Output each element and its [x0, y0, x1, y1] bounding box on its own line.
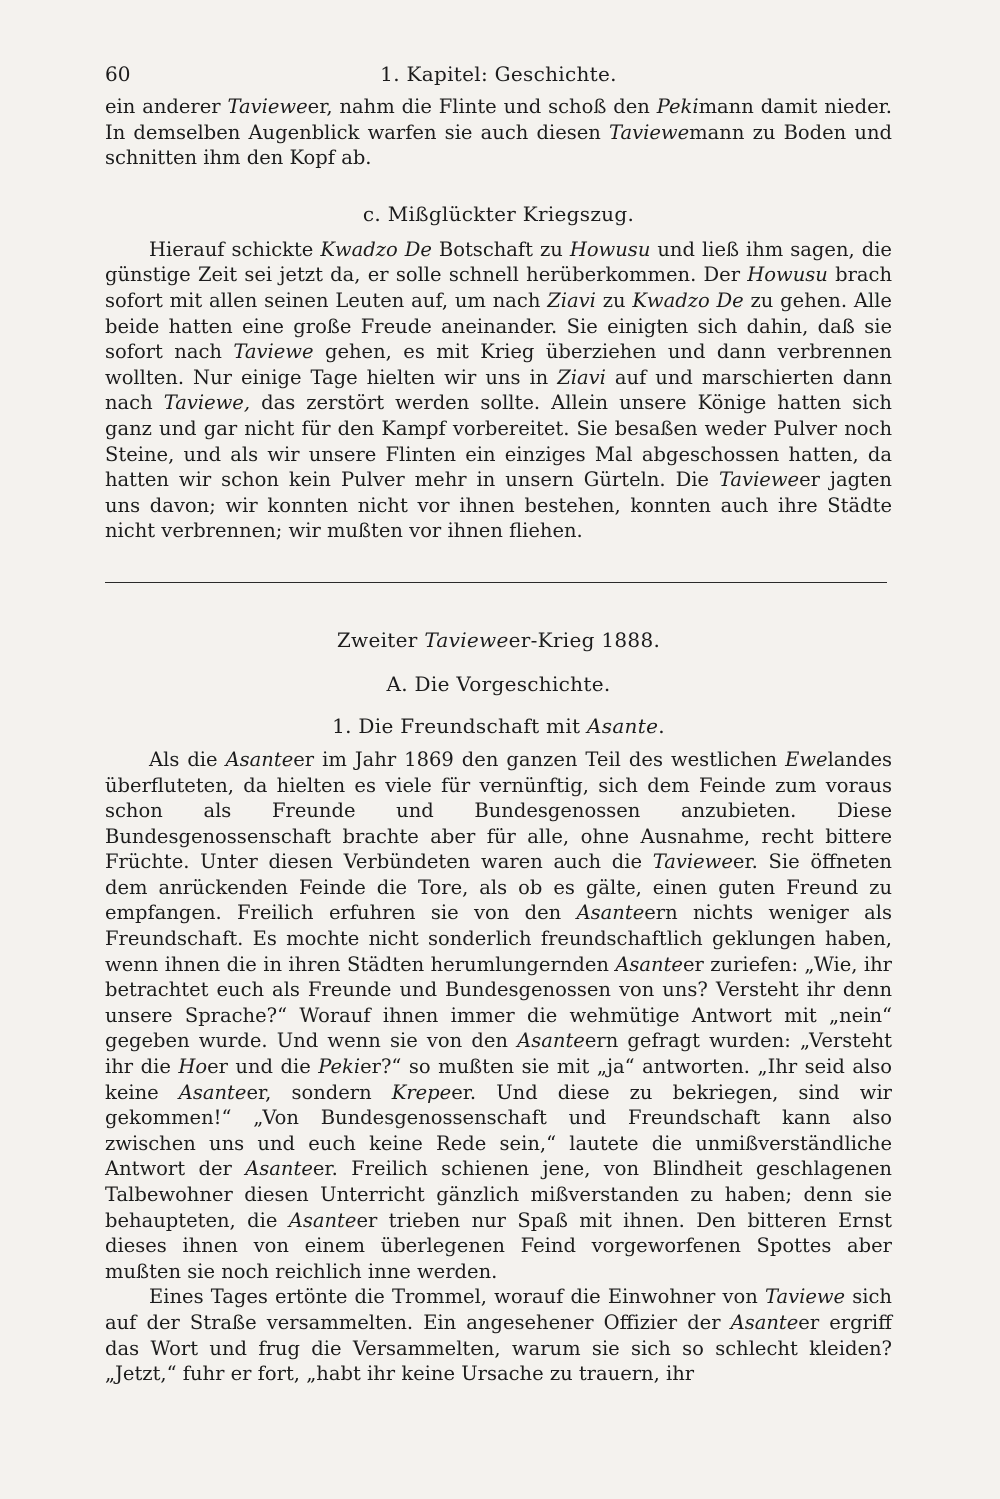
running-head	[105, 62, 892, 94]
page-number: 60	[105, 62, 131, 86]
paragraph-drum-assembly: Eines Tages ertönte die Trommel, worauf die Einwohner von Taviewe sich auf der Straße versammelten. Ein angesehener Offizier der Asanteer ergriff das Wort und frug die Versammelten, warum sie sich so schlecht kleiden? „Jetzt,“ fuhr er fort, „habt ihr keine Ursache zu trauern, ihr	[105, 1285, 892, 1386]
section-divider	[105, 582, 887, 583]
book-page	[105, 62, 892, 1387]
paragraph-asante-alliance: Als die Asanteer im Jahr 1869 den ganzen Teil des westlichen Ewelandes überfluteten, da hielten es viele für vernünftig, sich dem Feinde zum voraus schon als Freunde und Bundesgenossen anzubieten. Diese Bundesgenossenschaft brachte aber für alle, ohne Ausnahme, recht bittere Früchte. Unter diesen Verbündeten waren auch die Tavieweer. Sie öffneten dem anrückenden Feinde die Tore, als ob es gälte, einen guten Freund zu empfangen. Freilich erfuhren sie von den Asanteern nichts weniger als Freundschaft. Es mochte nicht sonderlich freundschaftlich geklungen haben, wenn ihnen die in ihren Städten herumlungernden Asanteer zuriefen: „Wie, ihr betrachtet euch als Freunde und Bundesgenossen von uns? Versteht ihr denn unsere Sprache?“ Worauf ihnen immer die wehmütige Antwort mit „nein“ gegeben wurde. Und wenn sie von den Asanteern gefragt wurden: „Versteht ihr die Hoer und die Pekier?“ so mußten sie mit „ja“ antworten. „Ihr seid also keine Asanteer, sondern Krepeer. Und diese zu bekriegen, sind wir gekommen!“ „Von Bundesgenossenschaft und Freundschaft kann also zwischen uns und euch keine Rede sein,“ lautete die unmißverständliche Antwort der Asanteer. Freilich schienen jene, von Blindheit geschlagenen Talbewohner diesen Unterricht gänzlich mißverstanden zu haben; denn sie behaupteten, die Asanteer trieben nur Spaß mit ihnen. Den bitteren Ernst dieses ihnen von einem überlegenen Feind vorgeworfenen Spottes aber mußten sie noch reichlich inne werden.	[105, 747, 893, 1283]
war-heading: Zweiter Tavieweer-Krieg 1888.	[336, 627, 661, 652]
chapter-title: 1. Kapitel: Geschichte.	[380, 62, 617, 86]
subheading-friendship: 1. Die Freundschaft mit Asante.	[332, 713, 665, 738]
paragraph-failed-campaign: Hierauf schickte Kwadzo De Botschaft zu Howusu und ließ ihm sagen, die günstige Zeit sei jetzt da, er solle schnell herüberkommen. Der Howusu brach sofort mit allen seinen Leuten auf, um nach Ziavi zu Kwadzo De zu gehen. Alle beide hatten eine große Freude aneinander. Sie einigten sich dahin, daß sie sofort nach Taviewe gehen, es mit Krieg überziehen und dann verbrennen wollten. Nur einige Tage hielten wir uns in Ziavi auf und marschierten dann nach Taviewe, das zerstört werden sollte. Allein unsere Könige hatten sich ganz und gar nicht für den Kampf vorbereitet. Sie besaßen weder Pulver noch Steine, und als wir unsere Flinten ein einziges Mal abgeschossen hatten, da hatten wir schon kein Pulver mehr in unsern Gürteln. Die Tavieweer jagten uns davon; wir konnten nicht vor ihnen bestehen, konnten auch ihre Städte nicht verbrennen; wir mußten vor ihnen fliehen.	[105, 237, 893, 543]
subheading-prehistory: A. Die Vorgeschichte.	[386, 671, 611, 696]
section-heading-c: c. Mißglückter Kriegszug.	[362, 201, 635, 226]
paragraph-continuation: ein anderer Tavieweer, nahm die Flinte und schoß den Pekimann damit nieder. In demselben Augenblick warfen sie auch diesen Taviewemann zu Boden und schnitten ihm den Kopf ab.	[105, 95, 892, 170]
